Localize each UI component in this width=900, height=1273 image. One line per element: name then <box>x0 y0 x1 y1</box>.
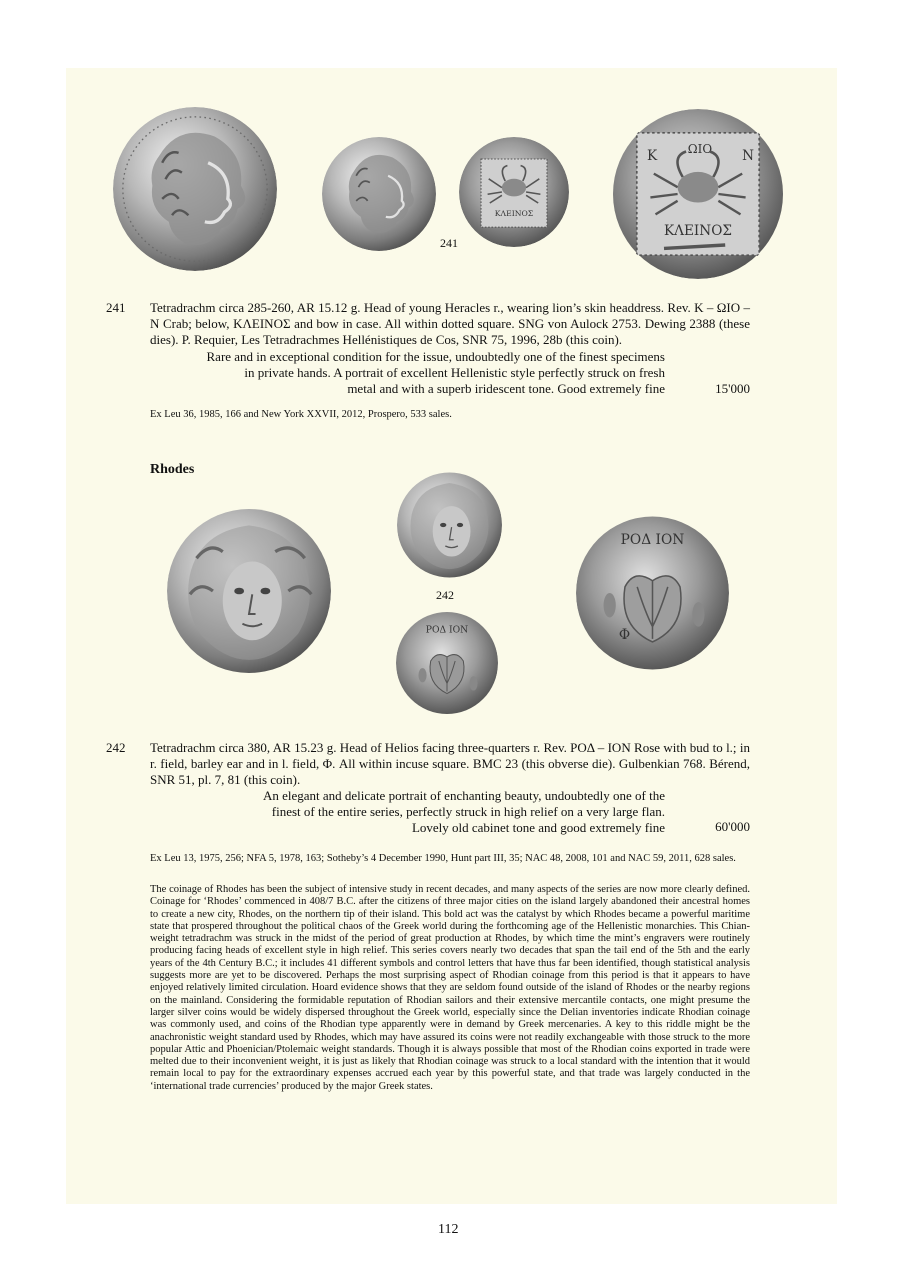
comment-line: Lovely old cabinet tone and good extremely fine <box>411 820 665 835</box>
comment-line: Rare and in exceptional condition for the issue, undoubtedly one of the finest specimens <box>206 349 665 364</box>
svg-text:KΛEINOΣ: KΛEINOΣ <box>494 209 534 219</box>
lot-number-241: 241 <box>106 300 126 315</box>
svg-text:ΩIO: ΩIO <box>687 142 713 157</box>
svg-text:POΔ ION: POΔ ION <box>620 532 685 549</box>
lot-description-242: Tetradrachm circa 380, AR 15.23 g. Head of Helios facing three-quarters r. Rev. POΔ – ION Rose with bud to l.; in r. field, barley ear and in l. field, Φ. All within incuse square. BMC 23 (this obverse die). Gulbenkian 768. Bérend, SNR 51, pl. 7, 81 (this coin). <box>150 740 750 787</box>
lot-estimate-241: 15'000 <box>715 381 750 396</box>
coin-242-reverse-large <box>576 512 729 674</box>
comment-line: finest of the entire series, perfectly struck in high relief on a very large flan. <box>271 804 665 819</box>
svg-text:KΛEINOΣ: KΛEINOΣ <box>664 222 732 239</box>
figure-label-242: 242 <box>436 588 454 602</box>
lot-provenance-242: Ex Leu 13, 1975, 256; NFA 5, 1978, 163; Sotheby’s 4 December 1990, Hunt part III, 35; NAC 48, 2008, 101 and NAC 59, 2011, 628 sales. <box>150 853 736 864</box>
lot-description-241: Tetradrachm circa 285-260, AR 15.12 g. Head of young Heracles r., wearing lion’s skin headdress. Rev. K – ΩIO – N Crab; below, KΛEINOΣ and bow in case. All within dotted square. SNG von Aulock 2753. Dewing 2388 (these dies). P. Requier, Les Tetradrachmes Hellénistiques de Cos, SNR 75, 1996, 28b (this coin). <box>150 300 750 347</box>
section-heading: Rhodes <box>150 462 195 477</box>
rhodes-essay: The coinage of Rhodes has been the subject of intensive study in recent decades, and many aspects of the series are now more clearly defined. Coinage for ‘Rhodes’ commenced in 408/7 B.C. after the citizens of three major cities on the island largely abandoned their ancestral homes to create a new city, Rhodes, on the northern tip of their island. This bold act was the catalyst by which Rhodes became a powerful maritime state that prospered throughout the political chaos of the Greek world during the forthcoming age of the Hellenistic monarchies. This Chian-weight tetradrachm was struck in the midst of the period of great production at Rhodes, by which time the mint’s engravers were routinely producing facing heads of excellent style in high relief. This series covers nearly two decades that span the tail end of the 5th and the early years of the 4th Century B.C.; it includes 41 different symbols and control letters that have thus far been identified, though statistical analysis suggests more are yet to be discovered. Perhaps the most surprising aspect of Rhodian coinage from this period is that it appears to have enjoyed relatively limited circulation. Hoard evidence shows that they are seldom found outside of the island of Rhodes or the nearby regions on the mainland. Considering the formidable reputation of Rhodian sailors and their extensive mercantile contacts, one might presume the larger silver coins would be widely dispersed throughout the Greek world, especially since the Delian inventories indicate Rhodian coinage was commonly used, and coins of the Rhodian type apparently were in demand by Greek mercenaries. A key to this riddle might be the anachronistic weight standard used by Rhodes, which may have assured its coins were not readily exchangeable with those struck to the more popular Attic and Phoenician/Ptolemaic weight standards. Though it is always possible that most of the Rhodian coins exported in trade were melted due to their inconvenient weight, it is just as likely that Rhodian coinage was struck to a local standard with the intention that it would remain local to pay for the extraordinary expenses accrued each year by this powerful state, and that trade was largely conducted in the ‘international trade currencies’ produced by the major Greek states. <box>150 884 750 1092</box>
svg-text:POΔ ION: POΔ ION <box>425 624 469 636</box>
svg-text:N: N <box>742 148 755 164</box>
svg-text:Φ: Φ <box>618 626 631 643</box>
lot-provenance-241: Ex Leu 36, 1985, 166 and New York XXVII, 2012, Prospero, 533 sales. <box>150 409 452 420</box>
coin-242-obverse-small <box>397 470 502 580</box>
figure-label-241: 241 <box>440 236 458 250</box>
coin-241-obverse-small <box>322 137 436 251</box>
coin-242-reverse-small <box>396 610 498 716</box>
comment-line: metal and with a superb iridescent tone. Good extremely fine <box>347 381 665 396</box>
coin-242-obverse-large <box>167 507 331 675</box>
lot-number-242: 242 <box>106 740 126 755</box>
lot-comment-242 <box>150 788 665 836</box>
lot-comment-241 <box>150 349 665 397</box>
svg-text:K: K <box>647 148 658 164</box>
comment-line: An elegant and delicate portrait of enchanting beauty, undoubtedly one of the <box>262 788 665 803</box>
page-number: 112 <box>438 1222 459 1237</box>
coin-241-reverse-small <box>459 137 569 247</box>
coin-241-obverse-large <box>113 107 277 271</box>
coin-241-reverse-large <box>611 109 785 279</box>
comment-line: in private hands. A portrait of excellent Hellenistic style perfectly struck on fresh <box>244 365 665 380</box>
lot-estimate-242: 60'000 <box>715 819 750 834</box>
